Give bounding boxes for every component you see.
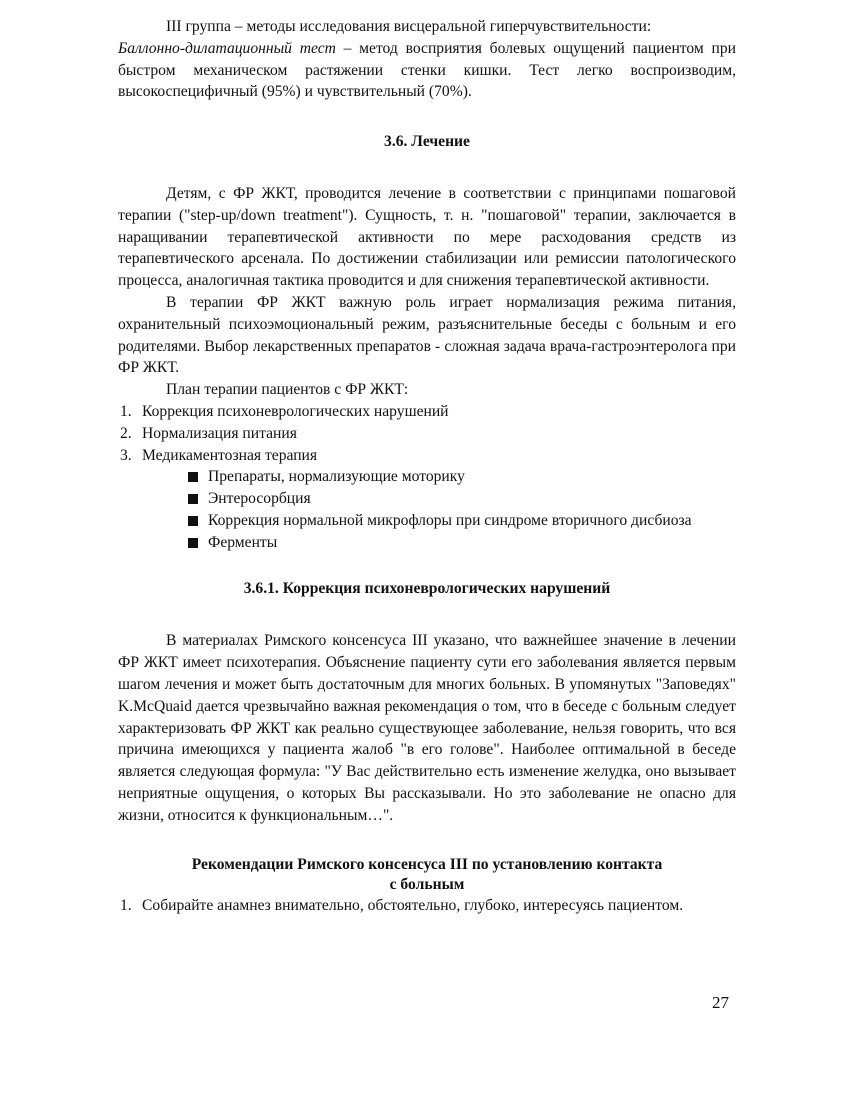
list-item — [118, 423, 736, 445]
therapy-plan-list — [118, 401, 736, 466]
section-3-6-1-title: 3.6.1. Коррекция психоневрологических нарушений — [243, 579, 611, 597]
list-text: Нормализация питания — [142, 424, 297, 442]
recommendations-title-line2: с больным — [389, 875, 465, 893]
section-3-6-1-paragraph: В материалах Римского консенсуса III указано, что важнейшее значение в лечении ФР ЖКТ имеет психотерапия. Объяснение пациенту сути его заболевания является первым шагом лечения и может быть достаточным для многих больных. В упомянутых "Заповедях" K.McQuaid дается чрезвычайно важная рекомендация о том, что в беседе с больным следует характеризовать ФР ЖКТ как реально существующее заболевание, нельзя говорить, что вся причина имеющихся у пациента жалоб "в его голове". Наиболее оптимальной в беседе является следующая формула: "У Вас действительно есть изменение желудка, оно вызывает неприятные ощущения, о которых Вы рассказывали. Но это заболевание не опасно для жизни, относится к функциональным…". — [118, 632, 736, 824]
section-3-6-paragraph-2: В терапии ФР ЖКТ важную роль играет нормализация режима питания, охранительный психоэмоциональный режим, разъяснительные беседы с больным и его родителями. Выбор лекарственных препаратов - сложная задача врача-гастроэнтеролога при ФР ЖКТ. — [118, 293, 736, 377]
list-text: Препараты, нормализующие моторику — [208, 468, 465, 486]
recommendations-title-line1: Рекомендации Римского консенсуса III по установлению контакта — [191, 855, 663, 873]
square-bullet-icon — [188, 472, 198, 482]
list-item — [186, 532, 736, 554]
list-item — [186, 510, 736, 532]
drug-therapy-list — [186, 466, 736, 553]
intro-rest: – метод восприятия болевых ощущений пациентом при быстром механическом растяжении стенки кишки. Тест легко воспроизводим, высокоспецифичный (95%) и чувствительный (70%). — [118, 39, 736, 101]
intro-paragraph — [118, 16, 736, 103]
list-number: 3. — [120, 446, 132, 464]
section-3-6-paragraph-1: Детям, с ФР ЖКТ, проводится лечение в соответствии с принципами пошаговой терапии ("step-up/down treatment"). Сущность, т. н. "пошаговой" терапии, заключается в наращивании терапевтической активности по мере расходования средств из терапевтического арсенала. По достижении стабилизации или ремиссии патологического процесса, аналогичная тактика проводится и для снижения терапевтической активности. — [118, 184, 736, 290]
recommendations-title — [118, 855, 736, 895]
square-bullet-icon — [188, 538, 198, 548]
recommendations-list — [118, 895, 736, 917]
square-bullet-icon — [188, 494, 198, 504]
list-number: 1. — [120, 402, 132, 420]
page-number: 27 — [712, 993, 729, 1012]
list-text: Энтеросорбция — [208, 490, 311, 508]
list-item — [118, 445, 736, 467]
list-item — [186, 466, 736, 488]
list-text: Коррекция психоневрологических нарушений — [142, 402, 449, 420]
list-text: Медикаментозная терапия — [142, 446, 318, 464]
list-number: 1. — [120, 896, 132, 914]
list-text: Ферменты — [208, 533, 278, 551]
intro-term: Баллонно-дилатационный тест — [118, 39, 336, 57]
list-item — [118, 401, 736, 423]
list-text: Собирайте анамнез внимательно, обстоятельно, глубоко, интересуясь пациентом. — [142, 896, 684, 914]
intro-line1: III группа – методы исследования висцеральной гиперчувствительности: — [166, 18, 652, 35]
list-item — [118, 895, 736, 917]
section-3-6-title: 3.6. Лечение — [384, 133, 470, 151]
plan-intro: План терапии пациентов с ФР ЖКТ: — [166, 381, 409, 399]
square-bullet-icon — [188, 516, 198, 526]
list-item — [186, 488, 736, 510]
page-content — [118, 16, 736, 916]
list-number: 2. — [120, 424, 132, 442]
list-text: Коррекция нормальной микрофлоры при синдроме вторичного дисбиоза — [208, 511, 692, 529]
